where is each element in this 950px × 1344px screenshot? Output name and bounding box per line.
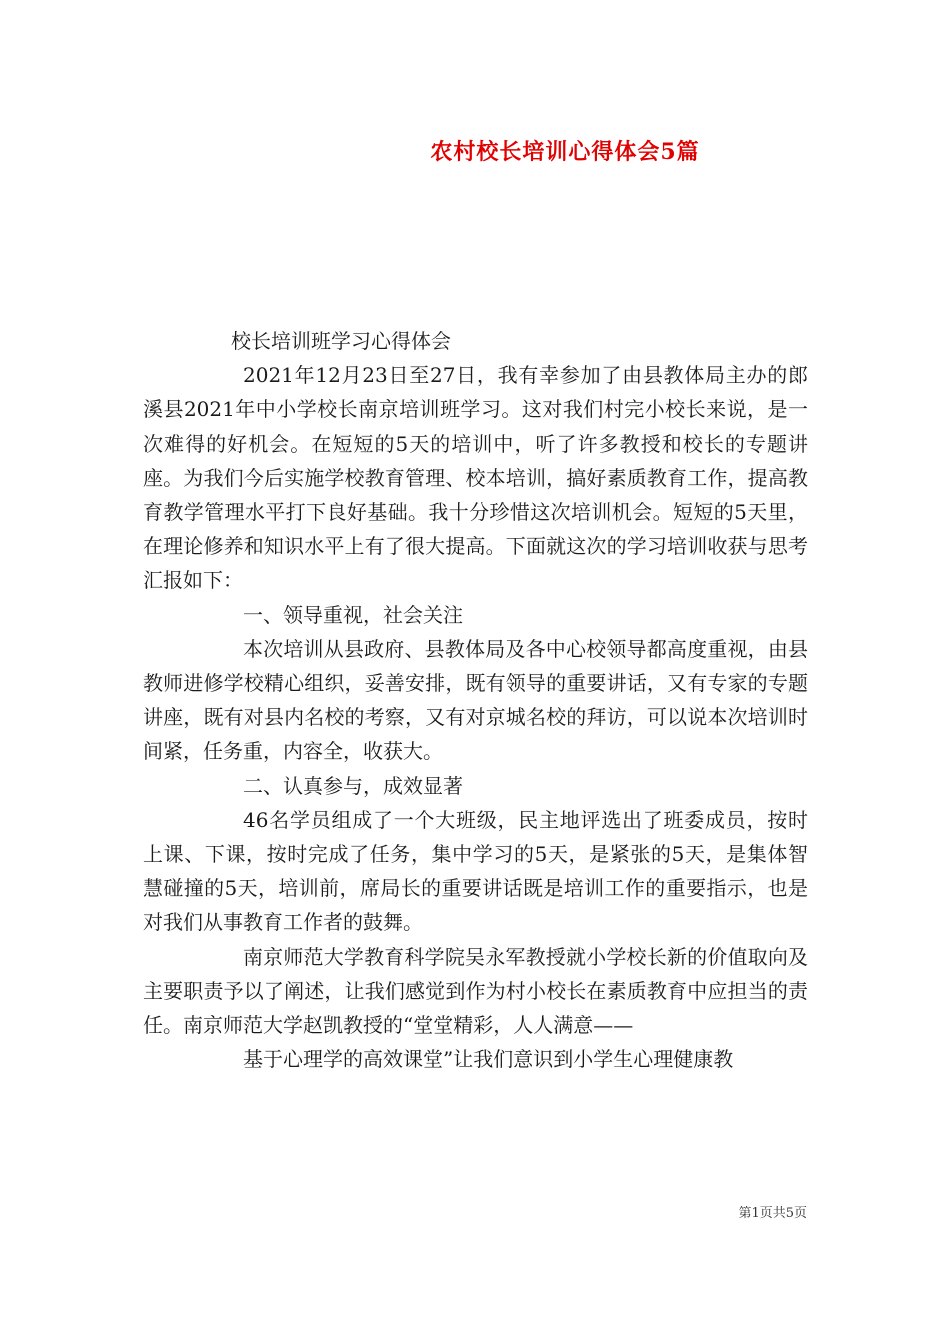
- section-heading-2: 二、认真参与，成效显著: [243, 773, 463, 798]
- paragraph-3: 南京师范大学教育科学院吴永军教授就小学校长新的价值取向及主要职责予以了阐述，让我们感觉到作为村小校长在素质教育中应担当的责任。南京师范大学赵凯教授的“堂堂精彩，人人满意——: [143, 944, 808, 1038]
- section-heading-1: 一、领导重视，社会关注: [243, 602, 463, 627]
- section-subtitle: 校长培训班学习心得体会: [231, 329, 451, 353]
- document-title: 农村校长培训心得体会5篇: [430, 139, 700, 165]
- paragraph-4: 基于心理学的高效课堂”让我们意识到小学生心理健康教: [243, 1047, 734, 1072]
- document-body: [143, 324, 808, 1076]
- paragraph-intro: 2021年12月23日至27日，我有幸参加了由县教体局主办的郎溪县2021年中小学校长南京培训班学习。这对我们村完小校长来说，是一次难得的好机会。在短短的5天的培训中，听了许多教授和校长的专题讲座。为我们今后实施学校教育管理、校本培训，搞好素质教育工作，提高教育教学管理水平打下良好基础。我十分珍惜这次培训机会。短短的5天里，在理论修养和知识水平上有了很大提高。下面就这次的学习培训收获与思考汇报如下：: [143, 363, 808, 593]
- paragraph-1: 本次培训从县政府、县教体局及各中心校领导都高度重视，由县教师进修学校精心组织，妥善安排，既有领导的重要讲话，又有专家的专题讲座，既有对县内名校的考察，又有对京城名校的拜访，可以说本次培训时间紧，任务重，内容全，收获大。: [143, 636, 808, 764]
- paragraph-2: 46名学员组成了一个大班级，民主地评选出了班委成员，按时上课、下课，按时完成了任务，集中学习的5天，是紧张的5天，是集体智慧碰撞的5天，培训前，席局长的重要讲话既是培训工作的重要指示，也是对我们从事教育工作者的鼓舞。: [143, 807, 808, 935]
- page-number-footer: 第1页共5页: [738, 1206, 807, 1221]
